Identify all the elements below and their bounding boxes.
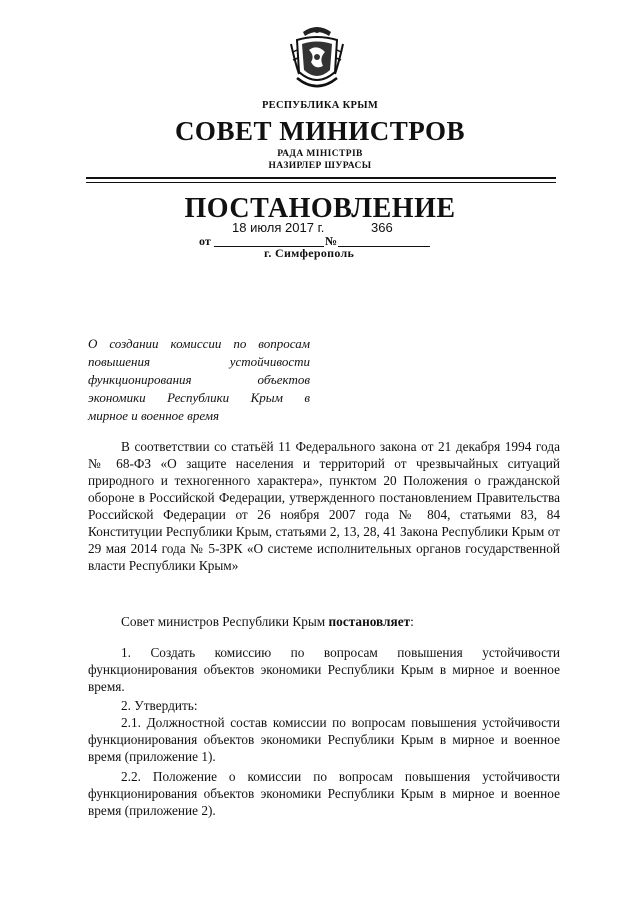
subject-line: мирное и военное время xyxy=(88,408,220,423)
council-title: СОВЕТ МИНИСТРОВ xyxy=(174,116,466,146)
republic-name: РЕСПУБЛИКА КРЫМ xyxy=(261,100,379,111)
subject-line: О создании комиссии по вопросам xyxy=(88,336,310,351)
resolve-keyword: постановляет xyxy=(328,614,411,629)
item-2: 2. Утвердить: xyxy=(121,698,198,713)
item-2-1: 2.1. Должностной состав комиссии по вопросам повышения устойчивости функционирования объектов экономики Республики Крым в мирное и военное время (приложение 1). xyxy=(88,715,560,764)
crimean-tatar-name: НАЗИРЛЕР ШУРАСЫ xyxy=(268,161,372,171)
header-rule-thick xyxy=(86,177,556,179)
subject-line: повышения устойчивости xyxy=(88,354,310,369)
city: г. Симферополь xyxy=(264,246,355,260)
subject-line: функционирования объектов xyxy=(88,372,310,387)
item-1: 1. Создать комиссию по вопросам повышения устойчивости функционирования объектов экономики Республики Крым в мирное и военное время. xyxy=(88,645,560,694)
header-rule-thin xyxy=(86,182,556,183)
decree-subject xyxy=(88,335,310,425)
number-label: № xyxy=(325,234,338,248)
resolve-prefix: Совет министров Республики Крым xyxy=(121,614,329,629)
ukrainian-name: РАДА МІНІСТРІВ xyxy=(277,149,363,159)
subject-line: экономики Республики Крым в xyxy=(88,390,310,405)
preamble-paragraph: В соответствии со статьёй 11 Федерального закона от 21 декабря 1994 года № 68-ФЗ «О защите населения и территорий от чрезвычайных ситуаций природного и техногенного характера», пунктом 20 Положения о гражданской обороне в Российской Федерации, утвержденного постановлением Правительства Российской Федерации от 26 ноября 2007 года № 804, статьями 83, 84 Конституции Республики Крым, статьями 2, 13, 28, 41 Закона Республики Крым от 29 мая 2014 года № 5-ЗРК «О системе исполнительных органов государственной власти Республики Крым» xyxy=(88,439,560,573)
date-label: от xyxy=(199,234,211,248)
decree-title: ПОСТАНОВЛЕНИЕ xyxy=(184,193,456,224)
coat-of-arms-icon xyxy=(289,22,345,94)
resolve-paragraph xyxy=(88,613,560,630)
resolve-suffix: : xyxy=(410,614,414,629)
decree-date: 18 июля 2017 г. xyxy=(232,220,325,235)
decree-number: 366 xyxy=(371,220,393,235)
item-2-2: 2.2. Положение о комиссии по вопросам повышения устойчивости функционирования объектов экономики Республики Крым в мирное и военное время (приложение 2). xyxy=(88,769,560,818)
